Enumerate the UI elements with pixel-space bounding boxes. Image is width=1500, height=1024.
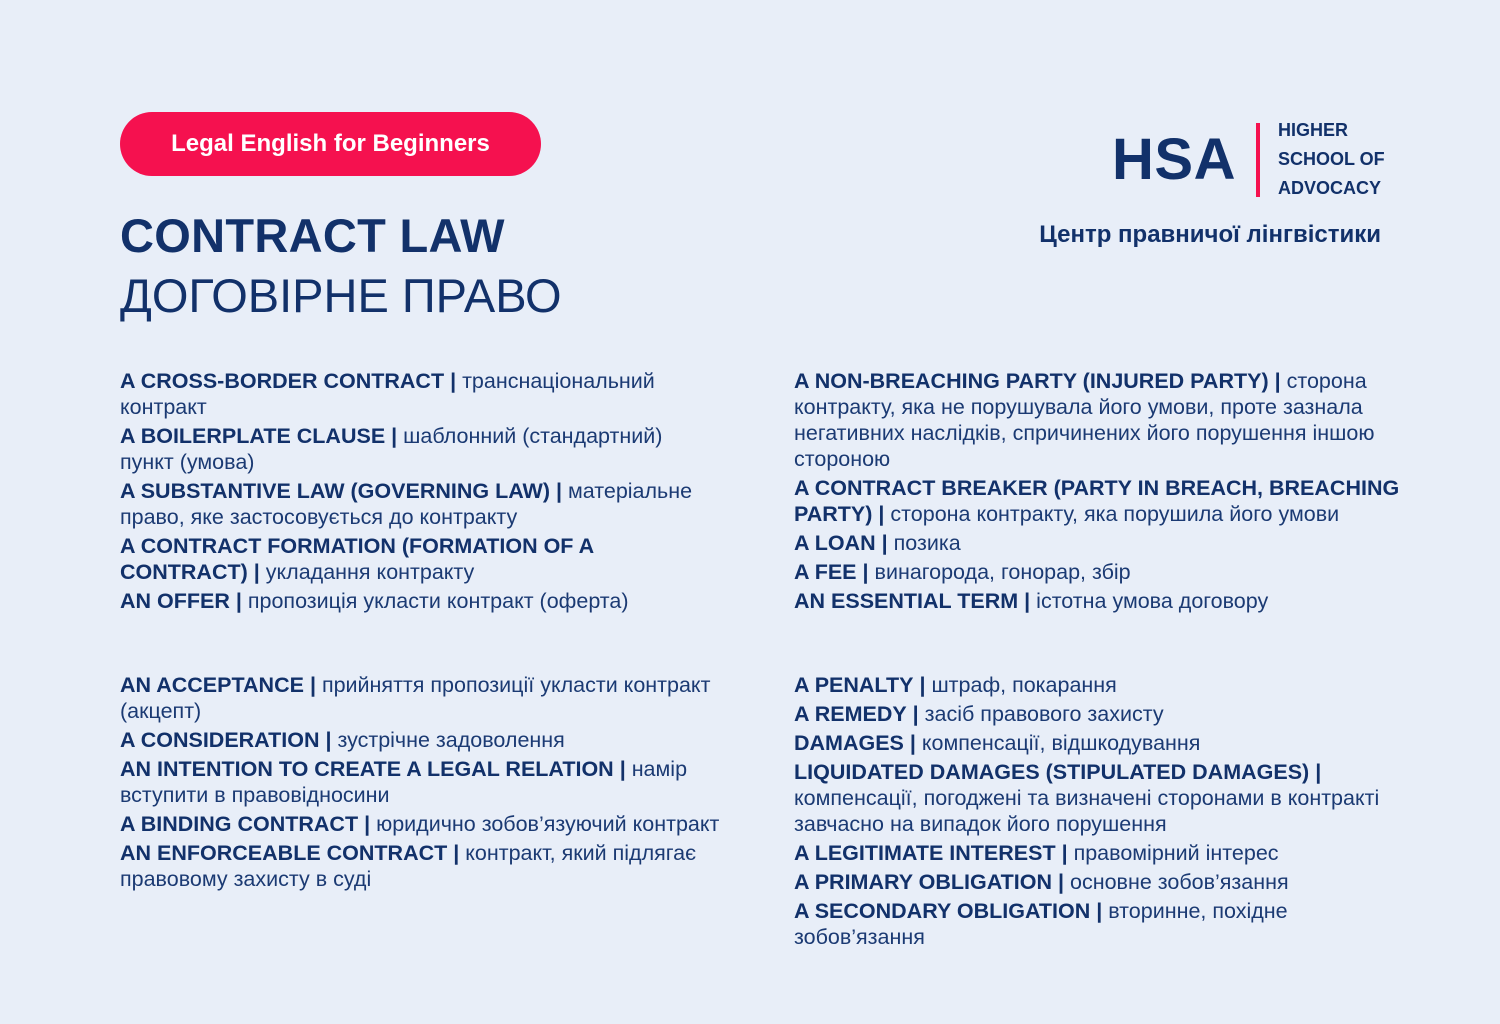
- glossary-translation: матеріальне право, яке застосовується до контракту: [120, 479, 693, 529]
- glossary-term: LIQUIDATED DAMAGES (STIPULATED DAMAGES): [794, 760, 1310, 784]
- glossary-entry: [120, 756, 720, 808]
- glossary-entry: [120, 478, 720, 530]
- glossary-term: A PENALTY: [794, 673, 914, 697]
- glossary-entry: [794, 368, 1404, 472]
- separator: |: [881, 531, 888, 555]
- glossary-translation: намір вступити в правовідносини: [120, 757, 688, 807]
- glossary-term: A LEGITIMATE INTEREST: [794, 841, 1056, 865]
- glossary-entry: [120, 588, 720, 614]
- course-label: Legal English for Beginners: [171, 130, 490, 157]
- logo-mark: HSA: [1112, 126, 1236, 192]
- glossary-term: A BOILERPLATE CLAUSE: [120, 424, 386, 448]
- glossary-term: AN OFFER: [120, 589, 230, 613]
- separator: |: [862, 560, 869, 584]
- separator: |: [555, 479, 562, 503]
- glossary-term: A CONTRACT BREAKER (PARTY IN BREACH, BREACHING PARTY): [794, 476, 1400, 526]
- glossary-group: [794, 672, 1404, 950]
- glossary-translation: транснаціональний контракт: [120, 369, 655, 419]
- glossary-entry: [794, 559, 1404, 585]
- glossary-term: A BINDING CONTRACT: [120, 812, 359, 836]
- group-spacer: [794, 617, 1404, 672]
- separator: |: [909, 731, 916, 755]
- glossary-translation: сторона контракту, яка не порушувала його умови, проте зазнала негативних наслідків, спричинених його порушення іншою стороною: [794, 369, 1375, 471]
- logo-line-3: ADVOCACY: [1277, 178, 1381, 198]
- glossary-translation: штраф, покарання: [931, 673, 1117, 697]
- glossary-entry: [120, 727, 720, 753]
- hsa-logo: [1112, 116, 1385, 203]
- glossary-term: A CROSS-BORDER CONTRACT: [120, 369, 445, 393]
- page-title: CONTRACT LAW: [120, 209, 505, 262]
- glossary-term: AN ESSENTIAL TERM: [794, 589, 1019, 613]
- separator: |: [253, 560, 260, 584]
- separator: |: [235, 589, 242, 613]
- glossary-translation: винагорода, гонорар, збір: [874, 560, 1131, 584]
- separator: |: [1061, 841, 1068, 865]
- glossary-entry: [794, 840, 1404, 866]
- glossary-translation: прийняття пропозиції укласти контракт (акцепт): [120, 673, 711, 723]
- separator: |: [878, 502, 885, 526]
- glossary-term: AN INTENTION TO CREATE A LEGAL RELATION: [120, 757, 614, 781]
- glossary-translation: позика: [893, 531, 961, 555]
- glossary-term: DAMAGES: [794, 731, 904, 755]
- glossary-term: A PRIMARY OBLIGATION: [794, 870, 1052, 894]
- glossary-term: A FEE: [794, 560, 857, 584]
- separator: |: [1315, 760, 1322, 784]
- glossary-translation: компенсації, погоджені та визначені сторонами в контракті завчасно на випадок його порушення: [794, 786, 1380, 836]
- logo-line-2: SCHOOL OF: [1277, 149, 1385, 169]
- glossary-entry: [794, 898, 1404, 950]
- glossary-term: A CONSIDERATION: [120, 728, 320, 752]
- glossary-group: [120, 368, 720, 614]
- glossary-term: A REMEDY: [794, 702, 907, 726]
- glossary-translation: істотна умова договору: [1036, 589, 1269, 613]
- logo-divider: [1256, 123, 1260, 197]
- separator: |: [309, 673, 316, 697]
- glossary-term: A LOAN: [794, 531, 876, 555]
- separator: |: [1024, 589, 1031, 613]
- glossary-term: AN ENFORCEABLE CONTRACT: [120, 841, 448, 865]
- glossary-entry: [794, 759, 1404, 837]
- separator: |: [450, 369, 457, 393]
- glossary-entry: [794, 701, 1404, 727]
- glossary-entry: [120, 368, 720, 420]
- logo-wordmark: [1278, 116, 1385, 203]
- glossary-entry: [120, 423, 720, 475]
- glossary-translation: правомірний інтерес: [1073, 841, 1279, 865]
- glossary-entry: [794, 730, 1404, 756]
- glossary-entry: [794, 475, 1404, 527]
- separator: |: [1096, 899, 1103, 923]
- glossary-term: A NON-BREACHING PARTY (INJURED PARTY): [794, 369, 1269, 393]
- glossary-entry: [794, 588, 1404, 614]
- glossary-column-left: [120, 368, 720, 895]
- separator: |: [1274, 369, 1281, 393]
- group-spacer: [120, 617, 720, 672]
- glossary-translation: шаблонний (стандартний) пункт (умова): [120, 424, 663, 474]
- glossary-term: A CONTRACT FORMATION (FORMATION OF A CONTRACT): [120, 534, 594, 584]
- page-subtitle: ДОГОВІРНЕ ПРАВО: [120, 269, 562, 322]
- glossary-translation: юридично зобов’язуючий контракт: [376, 812, 720, 836]
- glossary-entry: [120, 672, 720, 724]
- glossary-term: A SUBSTANTIVE LAW (GOVERNING LAW): [120, 479, 550, 503]
- glossary-column-right: [794, 368, 1404, 953]
- separator: |: [619, 757, 626, 781]
- glossary-group: [794, 368, 1404, 614]
- glossary-translation: сторона контракту, яка порушила його умови: [890, 502, 1340, 526]
- glossary-translation: зустрічне задоволення: [337, 728, 565, 752]
- glossary-translation: пропозиція укласти контракт (оферта): [247, 589, 629, 613]
- glossary-entry: [120, 840, 720, 892]
- glossary-translation: вторинне, похідне зобов’язання: [794, 899, 1288, 949]
- separator: |: [912, 702, 919, 726]
- glossary-translation: компенсації, відшкодування: [921, 731, 1201, 755]
- center-name: Центр правничої лінгвістики: [1039, 221, 1381, 248]
- glossary-entry: [794, 672, 1404, 698]
- glossary-entry: [794, 869, 1404, 895]
- glossary-entry: [794, 530, 1404, 556]
- glossary-translation: укладання контракту: [265, 560, 475, 584]
- course-badge: [120, 112, 541, 176]
- separator: |: [391, 424, 398, 448]
- separator: |: [325, 728, 332, 752]
- glossary-term: AN ACCEPTANCE: [120, 673, 304, 697]
- separator: |: [919, 673, 926, 697]
- glossary-entry: [120, 533, 720, 585]
- glossary-group: [120, 672, 720, 892]
- separator: |: [453, 841, 460, 865]
- separator: |: [364, 812, 371, 836]
- glossary-term: A SECONDARY OBLIGATION: [794, 899, 1091, 923]
- separator: |: [1057, 870, 1064, 894]
- glossary-translation: засіб правового захисту: [924, 702, 1164, 726]
- logo-line-1: HIGHER: [1277, 120, 1348, 140]
- glossary-translation: основне зобов’язання: [1069, 870, 1289, 894]
- glossary-translation: контракт, який підлягає правовому захисту в суді: [120, 841, 697, 891]
- glossary-entry: [120, 811, 720, 837]
